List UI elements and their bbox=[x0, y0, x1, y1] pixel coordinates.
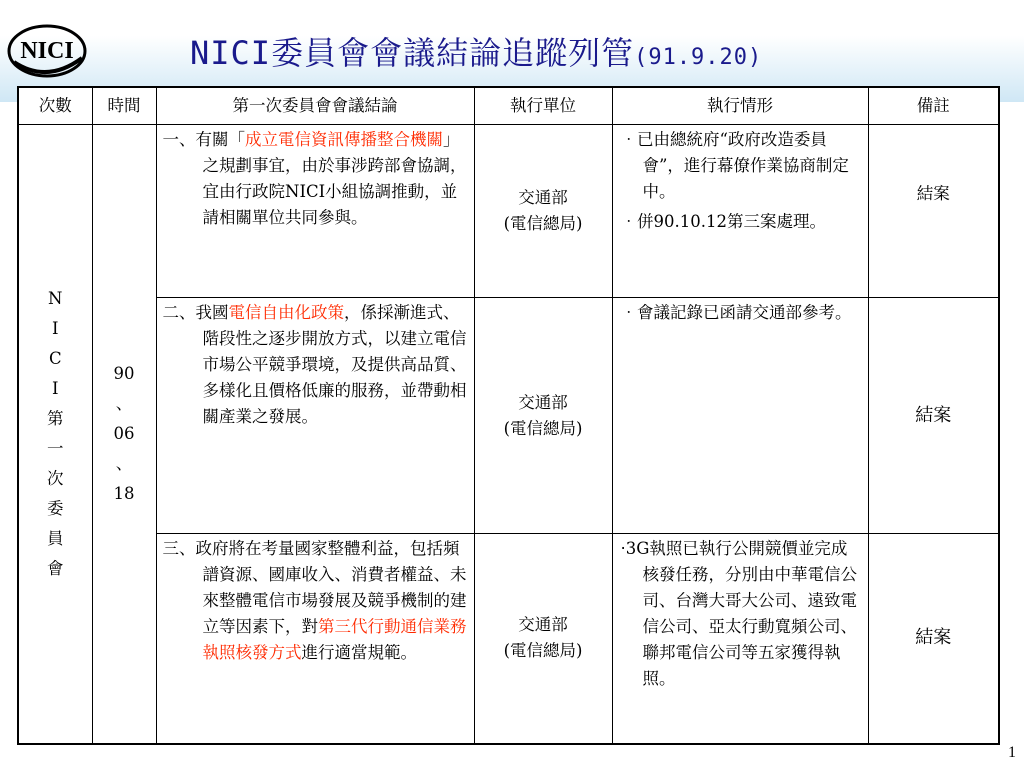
time-vertical-text bbox=[93, 359, 156, 509]
note-cell bbox=[868, 125, 999, 298]
conclusion-highlight: 電信自由化政策 bbox=[228, 303, 344, 322]
conclusion-text: 二、我國電信自由化政策，係採漸進式、階段性之逐步開放方式，以建立電信市場公平競爭環境，及提供高品質、多樣化且價格低廉的服務，並帶動相關產業之發展。 bbox=[162, 303, 467, 426]
page-number: 1 bbox=[1008, 744, 1016, 761]
col-header-status: 執行情形 bbox=[612, 87, 868, 125]
status-item: ‧3G執照已執行公開競價並完成核發任務，分別由中華電信公司、台灣大哥大公司、遠致電信公司、亞太行動寬頻公司、聯邦電信公司等五家獲得執照。 bbox=[620, 539, 857, 688]
col-header-session: 次數 bbox=[18, 87, 92, 125]
session-char: I bbox=[51, 378, 59, 398]
session-char: 會 bbox=[47, 558, 64, 578]
unit-name: 交通部 bbox=[518, 188, 568, 207]
unit-cell bbox=[474, 125, 612, 298]
time-cell bbox=[92, 125, 156, 744]
session-vertical-text bbox=[19, 284, 92, 584]
session-char: I bbox=[51, 318, 59, 338]
note-text: 結案 bbox=[915, 627, 952, 649]
session-char: 委 bbox=[47, 498, 64, 518]
nici-logo bbox=[6, 22, 88, 80]
status-cell bbox=[612, 125, 868, 298]
conclusion-highlight: 第三代行動通信業務執照核發方式 bbox=[202, 617, 467, 662]
tracking-table bbox=[17, 86, 1000, 745]
col-header-time: 時間 bbox=[92, 87, 156, 125]
unit-cell bbox=[474, 298, 612, 534]
table-row bbox=[18, 298, 999, 534]
time-char: 90 bbox=[113, 363, 135, 383]
status-cell bbox=[612, 298, 868, 534]
status-item: ‧會議記錄已函請交通部參考。 bbox=[620, 303, 852, 322]
note-cell bbox=[868, 534, 999, 744]
status-list bbox=[613, 125, 868, 235]
logo-text: NICI bbox=[20, 38, 74, 64]
conclusion-cell bbox=[156, 298, 474, 534]
unit-sub: (電信總局) bbox=[503, 418, 583, 438]
status-item: ‧併90.10.12第三案處理。 bbox=[620, 212, 826, 231]
status-cell bbox=[612, 534, 868, 744]
table-row bbox=[18, 534, 999, 744]
col-header-note: 備註 bbox=[868, 87, 999, 125]
conclusion-cell bbox=[156, 534, 474, 744]
unit-name: 交通部 bbox=[518, 392, 568, 412]
unit-cell bbox=[474, 534, 612, 744]
conclusion-cell bbox=[156, 125, 474, 298]
session-char: 員 bbox=[47, 528, 64, 548]
time-char: 、 bbox=[115, 393, 133, 413]
note-text: 結案 bbox=[916, 184, 950, 203]
unit-sub: (電信總局) bbox=[503, 641, 583, 661]
col-header-unit: 執行單位 bbox=[474, 87, 612, 125]
note-cell bbox=[868, 298, 999, 534]
title-text: NICI委員會會議結論追蹤列管 bbox=[190, 34, 635, 72]
session-char: 一 bbox=[47, 438, 64, 458]
time-char: 18 bbox=[113, 483, 135, 503]
time-char: 、 bbox=[115, 453, 133, 473]
unit-sub: (電信總局) bbox=[503, 214, 583, 233]
page-title bbox=[190, 28, 762, 74]
table-header-row bbox=[18, 87, 999, 125]
session-cell bbox=[18, 125, 92, 744]
conclusion-text: 一、有關「成立電信資訊傳播整合機關」之規劃事宜，由於事涉跨部會協調，宜由行政院NICI小組協調推動，並請相關單位共同參與。 bbox=[162, 130, 467, 227]
status-list bbox=[613, 534, 868, 692]
table-row bbox=[18, 125, 999, 298]
session-char: C bbox=[48, 348, 62, 368]
col-header-conclusion: 第一次委員會會議結論 bbox=[156, 87, 474, 125]
conclusion-text: 三、政府將在考量國家整體利益，包括頻譜資源、國庫收入、消費者權益、未來整體電信市場發展及競爭機制的建立等因素下，對第三代行動通信業務執照核發方式進行適當規範。 bbox=[162, 539, 467, 662]
session-char: 第 bbox=[47, 408, 64, 428]
status-item: ‧已由總統府“政府改造委員會”，進行幕僚作業協商制定中。 bbox=[620, 130, 849, 201]
unit-name: 交通部 bbox=[518, 615, 568, 635]
title-date: (91.9.20) bbox=[634, 45, 763, 70]
session-char: N bbox=[48, 288, 63, 308]
status-list bbox=[613, 298, 868, 326]
conclusion-highlight: 成立電信資訊傳播整合機關 bbox=[245, 130, 443, 149]
session-char: 次 bbox=[47, 468, 64, 488]
time-char: 06 bbox=[113, 423, 135, 443]
note-text: 結案 bbox=[915, 404, 952, 426]
